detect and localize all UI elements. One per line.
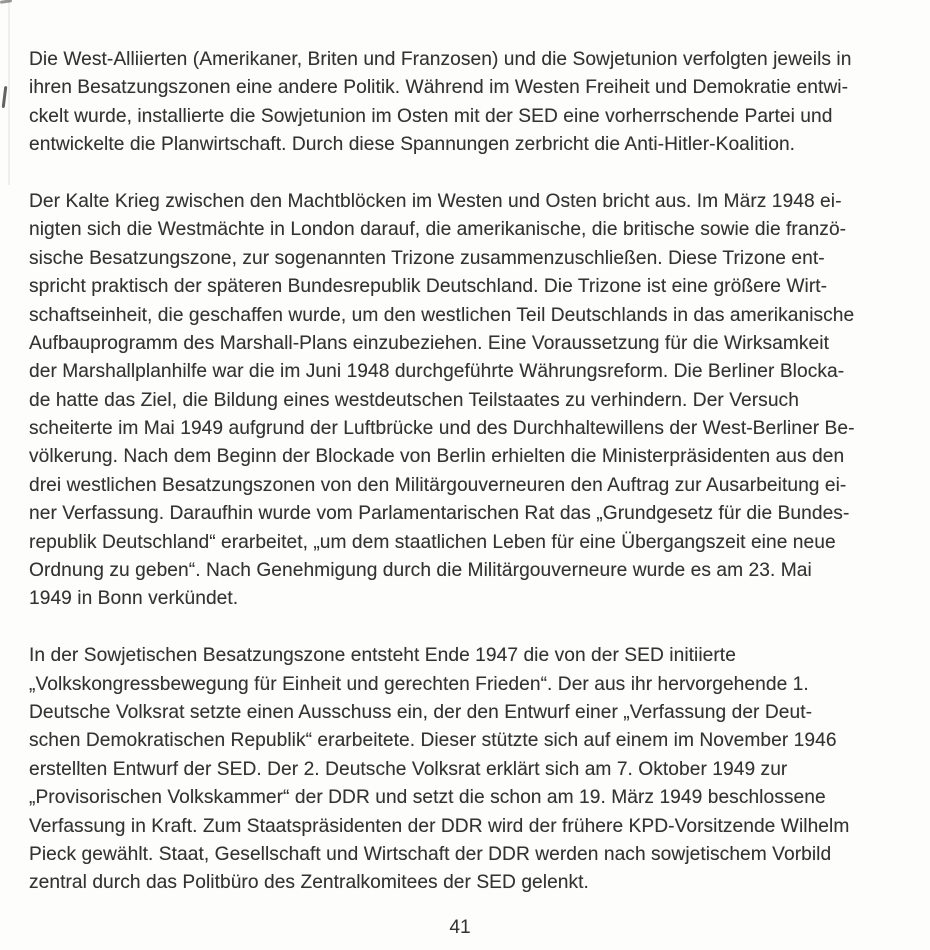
text-line: Ordnung zu geben“. Nach Genehmigung durch die Militärgouverneure wurde es am 23. Mai	[29, 560, 812, 582]
text-line: Die West-Alliierten (Amerikaner, Briten und Franzosen) und die Sowjetunion verfolgten jeweils in	[29, 49, 852, 70]
text-line: In der Sowjetischen Besatzungszone entsteht Ende 1947 die von der SED initiierte	[29, 645, 736, 667]
text-line: „Volkskongressbewegung für Einheit und gerechten Frieden“. Der aus ihr hervorgehende 1.	[29, 673, 809, 695]
text-line: 1949 in Bonn verkündet.	[29, 588, 239, 610]
text-line: republik Deutschland“ erarbeitet, „um dem staatlichen Leben für eine Übergangszeit eine neue	[29, 531, 836, 553]
text-line: spricht praktisch der späteren Bundesrepublik Deutschland. Die Trizone ist eine größere Wirt-	[29, 276, 828, 298]
paragraph-cold-war-trizone	[29, 188, 913, 614]
text-line: „Provisorischen Volkskammer“ der DDR und setzt die schon am 19. März 1949 beschlossene	[29, 787, 826, 809]
text-line: drei westlichen Besatzungszonen von den Militärgouverneuren den Auftrag zur Ausarbeitung ei-	[29, 474, 847, 496]
text-line: Deutsche Volksrat setzte einen Ausschuss ein, der den Entwurf einer „Verfassung der Deut-	[29, 701, 813, 723]
text-line: ihren Besatzungszonen eine andere Politik. Während im Westen Freiheit und Demokratie entwi-	[29, 77, 849, 99]
text-line: zentral durch das Politbüro des Zentralkomitees der SED gelenkt.	[29, 872, 589, 894]
text-line: entwickelte die Planwirtschaft. Durch diese Spannungen zerbricht die Anti-Hitler-Koalition.	[29, 134, 796, 156]
scan-corner-mark	[0, 0, 12, 4]
text-line: völkerung. Nach dem Beginn der Blockade von Berlin erhielten die Ministerpräsidenten aus den	[29, 446, 845, 468]
text-line: Aufbauprogramm des Marshall-Plans einzubeziehen. Eine Voraussetzung für die Wirksamkeit	[29, 332, 829, 354]
text-line: Pieck gewählt. Staat, Gesellschaft und Wirtschaft der DDR werden nach sowjetischem Vorbild	[29, 843, 832, 865]
scan-edge-streak	[8, 0, 10, 185]
page-number: 41	[449, 917, 471, 938]
text-line: ner Verfassung. Daraufhin wurde vom Parlamentarischen Rat das „Grundgesetz für die Bundes-	[29, 503, 850, 525]
text-line: Verfassung in Kraft. Zum Staatspräsidenten der DDR wird der frühere KPD-Vorsitzende Wilhelm	[29, 815, 850, 837]
paragraph-soviet-zone-ddr	[29, 642, 913, 898]
text-line: nigten sich die Westmächte in London darauf, die amerikanische, die britische sowie die franzö-	[29, 219, 847, 241]
text-line: sische Besatzungszone, zur sogenannten Trizone zusammenzuschließen. Diese Trizone ent-	[29, 247, 825, 269]
text-line: der Marshallplanhilfe war die im Juni 1948 durchgeführte Währungsreform. Die Berliner Blocka-	[29, 361, 845, 383]
text-line: schen Demokratischen Republik“ erarbeitete. Dieser stützte sich auf einem im November 1946	[29, 730, 837, 752]
paragraph-occupation-policy	[29, 46, 913, 160]
body-text	[29, 46, 913, 926]
text-line: de hatte das Ziel, die Bildung eines westdeutschen Teilstaates zu verhindern. Der Versuch	[29, 389, 799, 411]
text-line: schaftseinheit, die geschaffen wurde, um den westlichen Teil Deutschlands in das amerikanische	[29, 304, 855, 326]
text-line: erstellten Entwurf der SED. Der 2. Deutsche Volksrat erklärt sich am 7. Oktober 1949 zur	[29, 758, 788, 780]
text-line: ckelt wurde, installierte die Sowjetunion im Osten mit der SED eine vorherrschende Partei und	[29, 105, 833, 127]
text-line: Der Kalte Krieg zwischen den Machtblöcken im Westen und Osten bricht aus. Im März 1948 ei-	[29, 190, 842, 212]
text-line: scheiterte im Mai 1949 aufgrund der Luftbrücke und des Durchhaltewillens der West-Berliner Be-	[29, 418, 855, 440]
scan-ink-fleck	[2, 86, 7, 108]
